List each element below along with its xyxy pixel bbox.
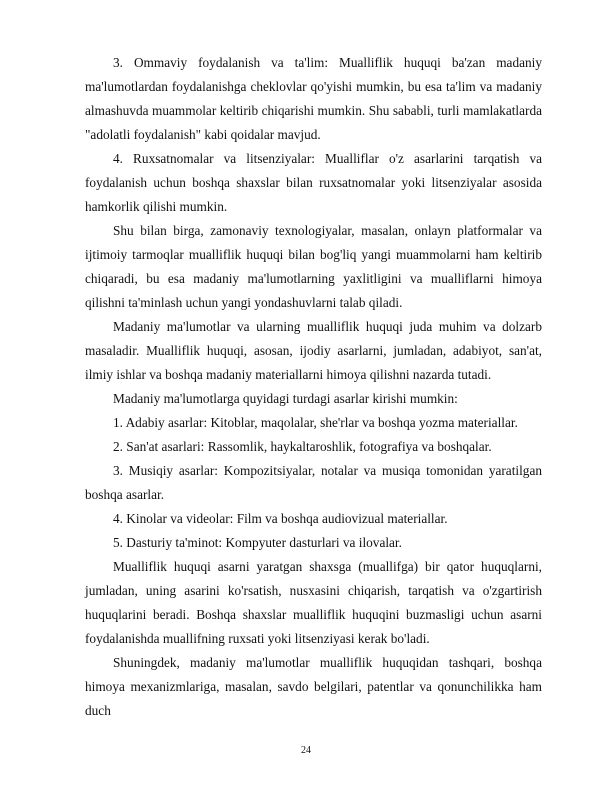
paragraph-list-intro: Madaniy ma'lumotlarga quyidagi turdagi asarlar kirishi mumkin:: [113, 391, 458, 406]
paragraph-other-protection: Shuningdek, madaniy ma'lumotlar mualliflik huquqidan tashqari, boshqa himoya mexanizmlariga, masalan, savdo belgilari, patentlar va qonunchilikka ham duch: [85, 655, 542, 718]
paragraph-licenses: 4. Ruxsatnomalar va litsenziyalar: Mualliflar o'z asarlarini tarqatish va foydalanish uchun boshqa shaxslar bilan ruxsatnomalar yoki litsenziyalar asosida hamkorlik qilishi mumkin.: [85, 151, 542, 214]
list-item-music-works: 3. Musiqiy asarlar: Kompozitsiyalar, notalar va musiqa tomonidan yaratilgan boshqa asarlar.: [85, 463, 542, 502]
paragraph-fair-use: 3. Ommaviy foydalanish va ta'lim: Mualliflik huquqi ba'zan madaniy ma'lumotlardan foydalanishga cheklovlar qo'yishi mumkin, bu esa ta'lim va madaniy almashuvda muammolar keltirib chiqarishi mumkin. Shu sababli, turli mamlakatlarda "adolatli foydalanish" kabi qoidalar mavjud.: [85, 55, 542, 142]
page-number: 24: [301, 745, 311, 756]
list-item-art-works: 2. San'at asarlari: Rassomlik, haykaltaroshlik, fotografiya va boshqalar.: [113, 439, 492, 454]
paragraph-cultural-copyright: Madaniy ma'lumotlar va ularning mualliflik huquqi juda muhim va dolzarb masaladir. Mualliflik huquqi, asosan, ijodiy asarlarni, jumladan, adabiyot, san'at, ilmiy ishlar va boshqa madaniy materiallarni himoya qilishni nazarda tutadi.: [85, 319, 542, 382]
paragraph-modern-technologies: Shu bilan birga, zamonaviy texnologiyalar, masalan, onlayn platformalar va ijtimoiy tarmoqlar mualliflik huquqi bilan bog'liq yangi muammolarni ham keltirib chiqaradi, bu esa madaniy ma'lumotlarning yaxlitligini va mualliflarni himoya qilishni ta'minlash uchun yangi yondashuvlarni talab qiladi.: [85, 223, 542, 310]
paragraph-author-rights: Mualliflik huquqi asarni yaratgan shaxsga (muallifga) bir qator huquqlarni, jumladan, uning asarini ko'rsatish, nusxasini chiqarish, tarqatish va o'zgartirish huquqlarini beradi. Boshqa shaxslar mualliflik huquqini buzmasligi uchun asarni foydalanishda muallifning ruxsati yoki litsenziyasi kerak bo'ladi.: [85, 559, 542, 646]
list-item-literary-works: 1. Adabiy asarlar: Kitoblar, maqolalar, she'rlar va boshqa yozma materiallar.: [113, 415, 518, 430]
list-item-software: 5. Dasturiy ta'minot: Kompyuter dasturlari va ilovalar.: [113, 535, 402, 550]
document-page: [85, 51, 542, 723]
list-item-films-videos: 4. Kinolar va videolar: Film va boshqa audiovizual materiallar.: [113, 511, 448, 526]
